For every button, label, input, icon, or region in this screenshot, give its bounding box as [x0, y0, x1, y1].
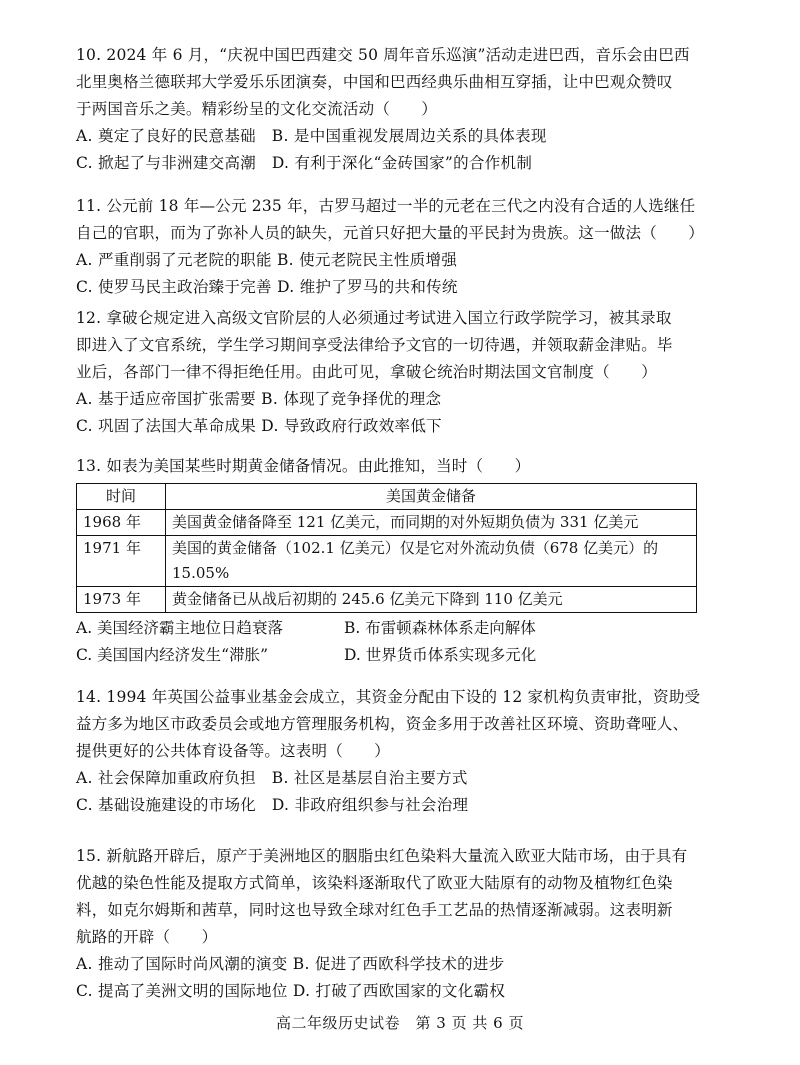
stem-line: 即进入了文官系统，学生学习期间享受法律给予文官的一切待遇，并领取薪金津贴。毕: [76, 336, 673, 354]
option-line: C. 基础设施建设的市场化 D. 非政府组织参与社会治理: [76, 796, 469, 814]
stem-line: 航路的开辟（ ）: [76, 928, 218, 946]
stem-line: 10. 2024 年 6 月，“庆祝中国巴西建交 50 周年音乐巡演”活动走进巴西，音乐会由巴西: [76, 46, 690, 64]
question-options: [76, 123, 732, 177]
table-cell-year: 1968 年: [77, 510, 166, 536]
option-line: A. 社会保障加重政府负担 B. 社区是基层自治主要方式: [76, 769, 468, 787]
stem-line: 自己的官职，而为了弥补人员的缺失，元首只好把大量的平民封为贵族。这一做法（ ）: [76, 224, 705, 242]
table-cell-year: 1973 年: [77, 587, 166, 613]
table-row: [77, 510, 697, 536]
table-cell-year: 1971 年: [77, 536, 166, 587]
question-11: [76, 193, 732, 301]
stem-line: 益方多为地区市政委员会或地方管理服务机构，资金多用于改善社区环境、资助聋哑人、: [76, 715, 689, 733]
question-stem: [76, 684, 732, 765]
question-stem: [76, 453, 732, 480]
table-cell-text: 美国的黄金储备（102.1 亿美元）仅是它对外流动负债（678 亿美元）的 15.05%: [166, 536, 697, 587]
question-15: [76, 843, 732, 1005]
option-row: [76, 615, 732, 642]
question-options: [76, 615, 732, 669]
stem-line: 14. 1994 年英国公益事业基金会成立，其资金分配由下设的 12 家机构负责审批，资助受: [76, 688, 701, 706]
question-stem: [76, 305, 732, 386]
option-line: C. 巩固了法国大革命成果 D. 导致政府行政效率低下: [76, 417, 442, 435]
question-12: [76, 305, 732, 440]
stem-line: 15. 新航路开辟后，原产于美洲地区的胭脂虫红色染料大量流入欧亚大陆市场，由于具有: [76, 847, 688, 865]
option-line: C. 提高了美洲文明的国际地位 D. 打破了西欧国家的文化霸权: [76, 982, 506, 1000]
option-c: C. 美国国内经济发生“滞胀”: [76, 646, 269, 664]
question-options: [76, 951, 732, 1005]
page-footer: 高二年级历史试卷 第 3 页 共 6 页: [276, 1014, 524, 1032]
question-options: [76, 247, 732, 301]
question-10: [76, 42, 732, 177]
table-cell-text: 美国黄金储备降至 121 亿美元，而同期的对外短期负债为 331 亿美元: [166, 510, 697, 536]
table-row: [77, 536, 697, 587]
stem-line: 11. 公元前 18 年—公元 235 年，古罗马超过一半的元老在三代之内没有合适的人选继任: [76, 197, 696, 215]
stem-line: 13. 如表为美国某些时期黄金储备情况。由此推知，当时（ ）: [76, 457, 531, 475]
option-d: D. 世界货币体系实现多元化: [344, 646, 537, 664]
option-row: [76, 642, 732, 669]
table-header-row: [77, 484, 697, 510]
gold-reserve-table: [76, 483, 697, 613]
option-line: A. 基于适应帝国扩张需要 B. 体现了竞争择优的理念: [76, 390, 442, 408]
option-b: B. 布雷顿森林体系走向解体: [344, 619, 536, 637]
stem-line: 料，如克尔姆斯和茜草，同时这也导致全球对红色手工艺品的热情逐渐减弱。这表明新: [76, 901, 673, 919]
stem-line: 提供更好的公共体育设备等。这表明（ ）: [76, 742, 391, 760]
question-stem: [76, 843, 732, 951]
option-line: C. 掀起了与非洲建交高潮 D. 有利于深化“金砖国家”的合作机制: [76, 154, 533, 172]
option-line: A. 奠定了良好的民意基础 B. 是中国重视发展周边关系的具体表现: [76, 127, 547, 145]
question-options: [76, 386, 732, 440]
stem-line: 优越的染色性能及提取方式简单，该染料逐渐取代了欧亚大陆原有的动物及植物红色染: [76, 874, 673, 892]
question-stem: [76, 193, 732, 247]
table-header-time: 时间: [77, 484, 166, 510]
table-row: [77, 587, 697, 613]
question-14: [76, 684, 732, 819]
stem-line: 12. 拿破仑规定进入高级文官阶层的人必须通过考试进入国立行政学院学习，被其录取: [76, 309, 672, 327]
question-options: [76, 765, 732, 819]
option-line: A. 推动了国际时尚风潮的演变 B. 促进了西欧科学技术的进步: [76, 955, 505, 973]
option-line: C. 使罗马民主政治臻于完善 D. 维护了罗马的共和传统: [76, 278, 458, 296]
option-line: A. 严重削弱了元老院的职能 B. 使元老院民主性质增强: [76, 251, 458, 269]
table-header-reserve: 美国黄金储备: [166, 484, 697, 510]
option-a: A. 美国经济霸主地位日趋衰落: [76, 619, 284, 637]
stem-line: 于两国音乐之美。精彩纷呈的文化交流活动（ ）: [76, 100, 438, 118]
stem-line: 业后，各部门一律不得拒绝任用。由此可见，拿破仑统治时期法国文官制度（ ）: [76, 363, 657, 381]
question-stem: [76, 42, 732, 123]
question-13: [76, 453, 732, 669]
stem-line: 北里奥格兰德联邦大学爱乐乐团演奏，中国和巴西经典乐曲相互穿插，让中巴观众赞叹: [76, 73, 673, 91]
table-cell-text: 黄金储备已从战后初期的 245.6 亿美元下降到 110 亿美元: [166, 587, 697, 613]
